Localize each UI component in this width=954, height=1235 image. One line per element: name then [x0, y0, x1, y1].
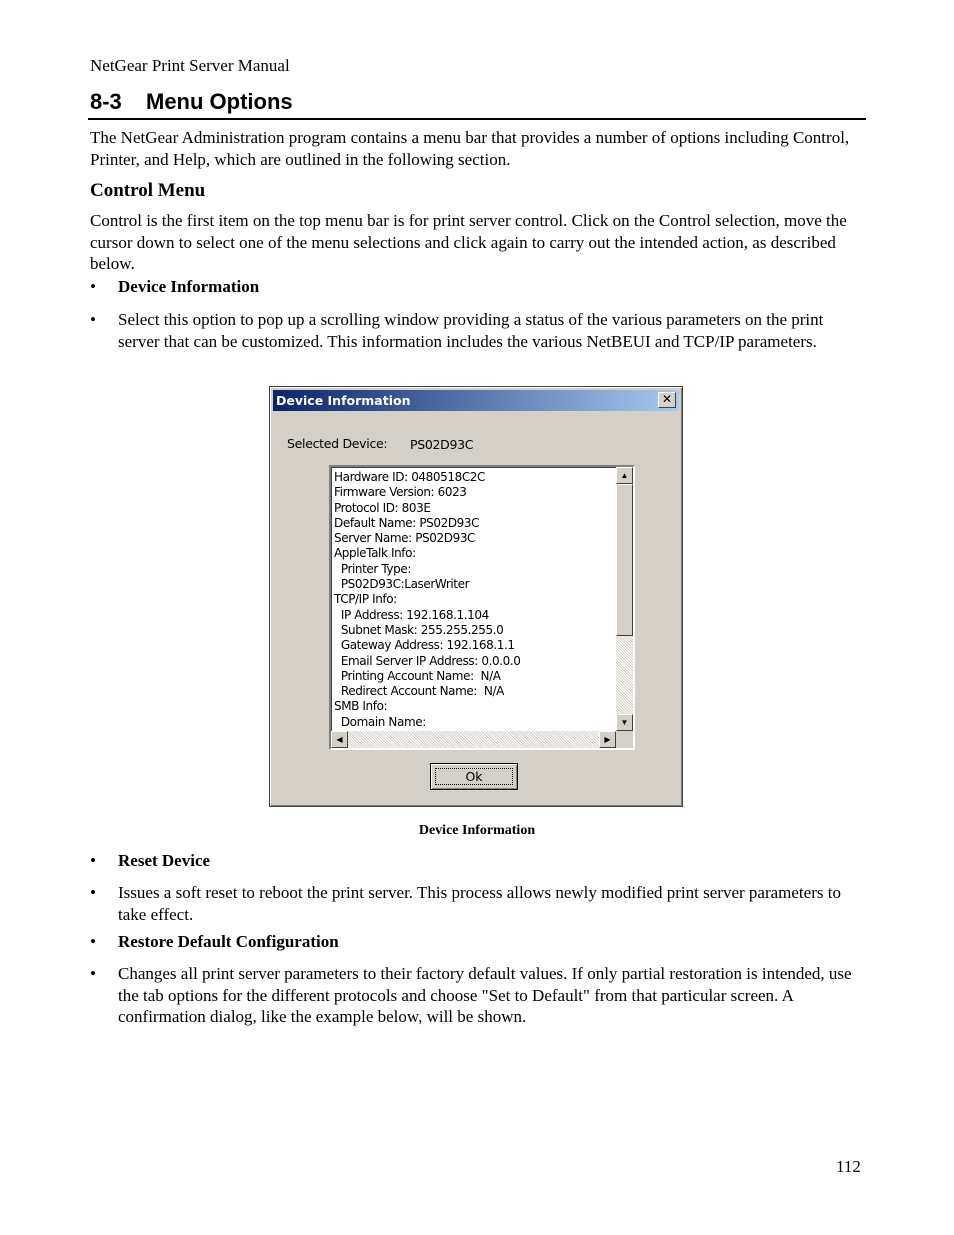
- figure-caption: Device Information: [418, 823, 536, 838]
- device-info-line: AppleTalk Info:: [334, 546, 416, 561]
- device-info-line: IP Address: 192.168.1.104: [334, 607, 489, 622]
- device-info-line: Gateway Address: 192.168.1.1: [334, 638, 515, 653]
- dialog-title: Device Information: [276, 393, 411, 408]
- page-number: 112: [836, 1157, 861, 1176]
- bullet-text: Device Information: [118, 277, 260, 296]
- bullet-text: Select this option to pop up a scrolling window providing a status of the various parameters on the print server that can be customized. This information includes the various NetBEUI and TCP/IP parameters.: [118, 310, 824, 351]
- bullet-icon: •: [90, 851, 96, 870]
- bullet-text: Issues a soft reset to reboot the print server. This process allows newly modified print server parameters to take effect.: [118, 883, 841, 924]
- selected-device-value: PS02D93C: [410, 437, 474, 452]
- device-info-lines: [334, 470, 614, 730]
- vertical-scrollbar[interactable]: [616, 467, 633, 731]
- device-info-line: Printer Type:: [334, 561, 411, 576]
- device-info-line: TCP/IP Info:: [334, 592, 397, 607]
- heading-rule: [88, 118, 866, 120]
- device-info-line: Default Name: PS02D93C: [334, 515, 480, 530]
- device-info-line: PS02D93C:LaserWriter: [334, 577, 470, 592]
- dialog-title-bar[interactable]: [273, 390, 679, 411]
- horizontal-scrollbar[interactable]: [331, 731, 616, 748]
- bullet-text: Changes all print server parameters to their factory default values. If only partial restoration is intended, use the tab options for the different protocols and choose "Set to Default" from that particular screen. A confirmation dialog, like the example below, will be shown.: [118, 964, 852, 1026]
- device-info-listbox[interactable]: [329, 465, 635, 750]
- running-header: NetGear Print Server Manual: [90, 56, 290, 75]
- bullet-icon: •: [90, 883, 96, 902]
- scroll-right-icon[interactable]: ▶: [599, 731, 616, 748]
- device-info-line: Printing Account Name: N/A: [334, 668, 501, 683]
- device-information-dialog: [269, 386, 683, 807]
- scroll-left-icon[interactable]: ◀: [331, 731, 348, 748]
- device-info-line: Server Name: PS02D93C: [334, 531, 476, 546]
- close-icon[interactable]: ✕: [658, 392, 676, 408]
- device-info-line: SMB Info:: [334, 699, 388, 714]
- selected-device-label: Selected Device:: [287, 436, 388, 451]
- bullet-icon: •: [90, 277, 96, 296]
- intro-paragraph: The NetGear Administration program contains a menu bar that provides a number of options including Control, Printer, and Help, which are outlined in the following section.: [90, 128, 850, 169]
- bullet-icon: •: [90, 964, 96, 983]
- section-heading: [90, 89, 293, 115]
- bullet-icon: •: [90, 932, 96, 951]
- ok-button-label: Ok: [435, 768, 513, 785]
- bullet-text: Restore Default Configuration: [118, 932, 339, 951]
- device-info-line: Firmware Version: 6023: [334, 485, 467, 500]
- scroll-thumb[interactable]: [616, 484, 633, 636]
- scroll-up-icon[interactable]: ▲: [616, 467, 633, 484]
- section-title: Menu Options: [146, 89, 293, 114]
- bullet-text: Reset Device: [118, 851, 211, 870]
- subsection-heading: Control Menu: [90, 180, 206, 201]
- device-info-line: Email Server IP Address: 0.0.0.0: [334, 653, 521, 668]
- scrollbar-corner: [616, 731, 633, 748]
- device-info-line: Redirect Account Name: N/A: [334, 684, 504, 699]
- bullet-icon: •: [90, 310, 96, 329]
- control-paragraph: Control is the first item on the top menu bar is for print server control. Click on the Control selection, move the cursor down to select one of the menu selections and click again to carry out the intended action, as described below.: [90, 211, 847, 273]
- device-info-line: Hardware ID: 0480518C2C: [334, 470, 486, 484]
- ok-button[interactable]: [430, 763, 518, 790]
- section-number: 8-3: [90, 89, 122, 114]
- device-info-line: Protocol ID: 803E: [334, 500, 431, 515]
- device-info-line: Domain Name:: [334, 714, 426, 729]
- device-info-line: Subnet Mask: 255.255.255.0: [334, 622, 504, 637]
- scroll-down-icon[interactable]: ▼: [616, 714, 633, 731]
